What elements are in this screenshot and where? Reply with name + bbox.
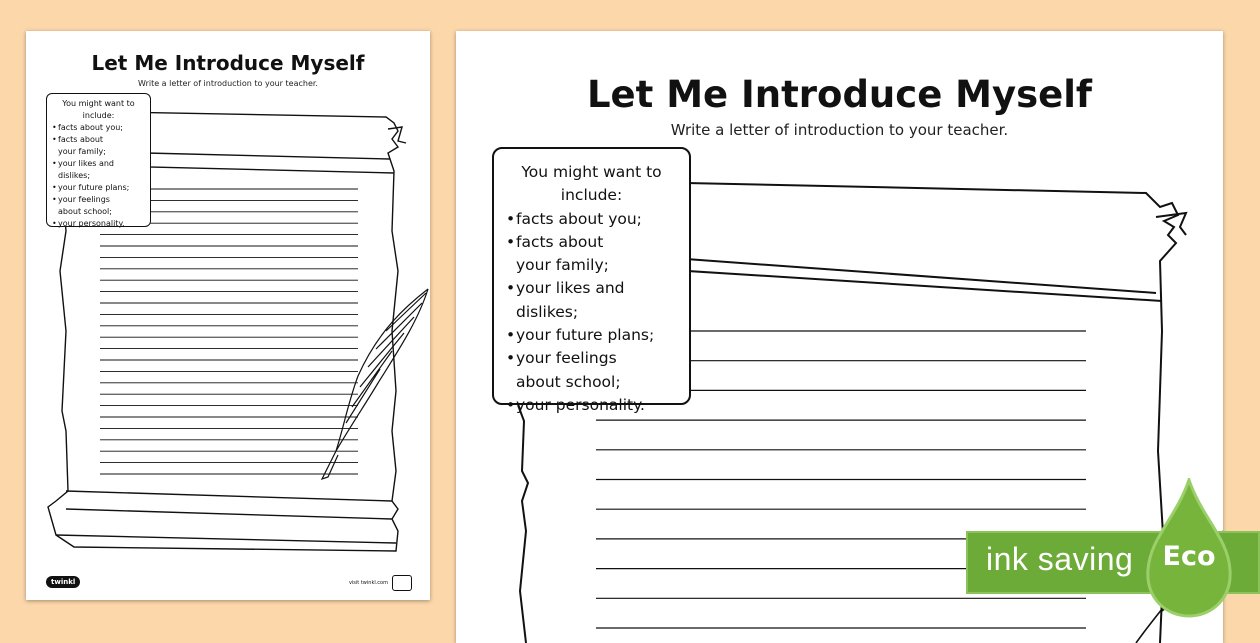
page-title: Let Me Introduce Myself bbox=[586, 73, 1093, 116]
publisher-badge-icon bbox=[392, 575, 412, 591]
page-subtitle: Write a letter of introduction to your teacher. bbox=[138, 79, 318, 88]
tip-heading: You might want to include: bbox=[62, 99, 135, 120]
tip-list-item: • facts about you; bbox=[506, 208, 677, 231]
tip-list-item: • your likes and dislikes; bbox=[52, 158, 145, 182]
tip-list bbox=[506, 208, 677, 418]
tip-list-item: • your future plans; bbox=[506, 324, 677, 347]
worksheet-thumbnail[interactable] bbox=[26, 31, 430, 600]
quill-feather-icon bbox=[322, 289, 428, 479]
tip-list-item: • your likes and dislikes; bbox=[506, 277, 677, 324]
eco-drop-label: Eco bbox=[1162, 541, 1216, 572]
tip-list-item: • facts about your family; bbox=[52, 134, 145, 158]
tip-list-item: • your personality. bbox=[506, 394, 677, 417]
tip-list-item: • your feelings about school; bbox=[506, 347, 677, 394]
tip-list-item: • facts about your family; bbox=[506, 231, 677, 278]
tip-list-item: • your feelings about school; bbox=[52, 194, 145, 218]
tip-list bbox=[52, 122, 145, 230]
twinkl-logo: twinkl bbox=[46, 576, 80, 588]
tip-box bbox=[46, 93, 151, 227]
page-title: Let Me Introduce Myself bbox=[91, 51, 365, 75]
tip-heading: You might want to include: bbox=[521, 163, 662, 205]
footer-url: visit twinkl.com bbox=[348, 580, 388, 586]
tip-list-item: • your personality. bbox=[52, 218, 145, 230]
tip-list-item: • facts about you; bbox=[52, 122, 145, 134]
ink-saving-label: ink saving bbox=[986, 541, 1134, 577]
tip-box bbox=[492, 147, 691, 414]
tip-list-item: • your future plans; bbox=[52, 182, 145, 194]
page-subtitle: Write a letter of introduction to your teacher. bbox=[670, 121, 1009, 139]
